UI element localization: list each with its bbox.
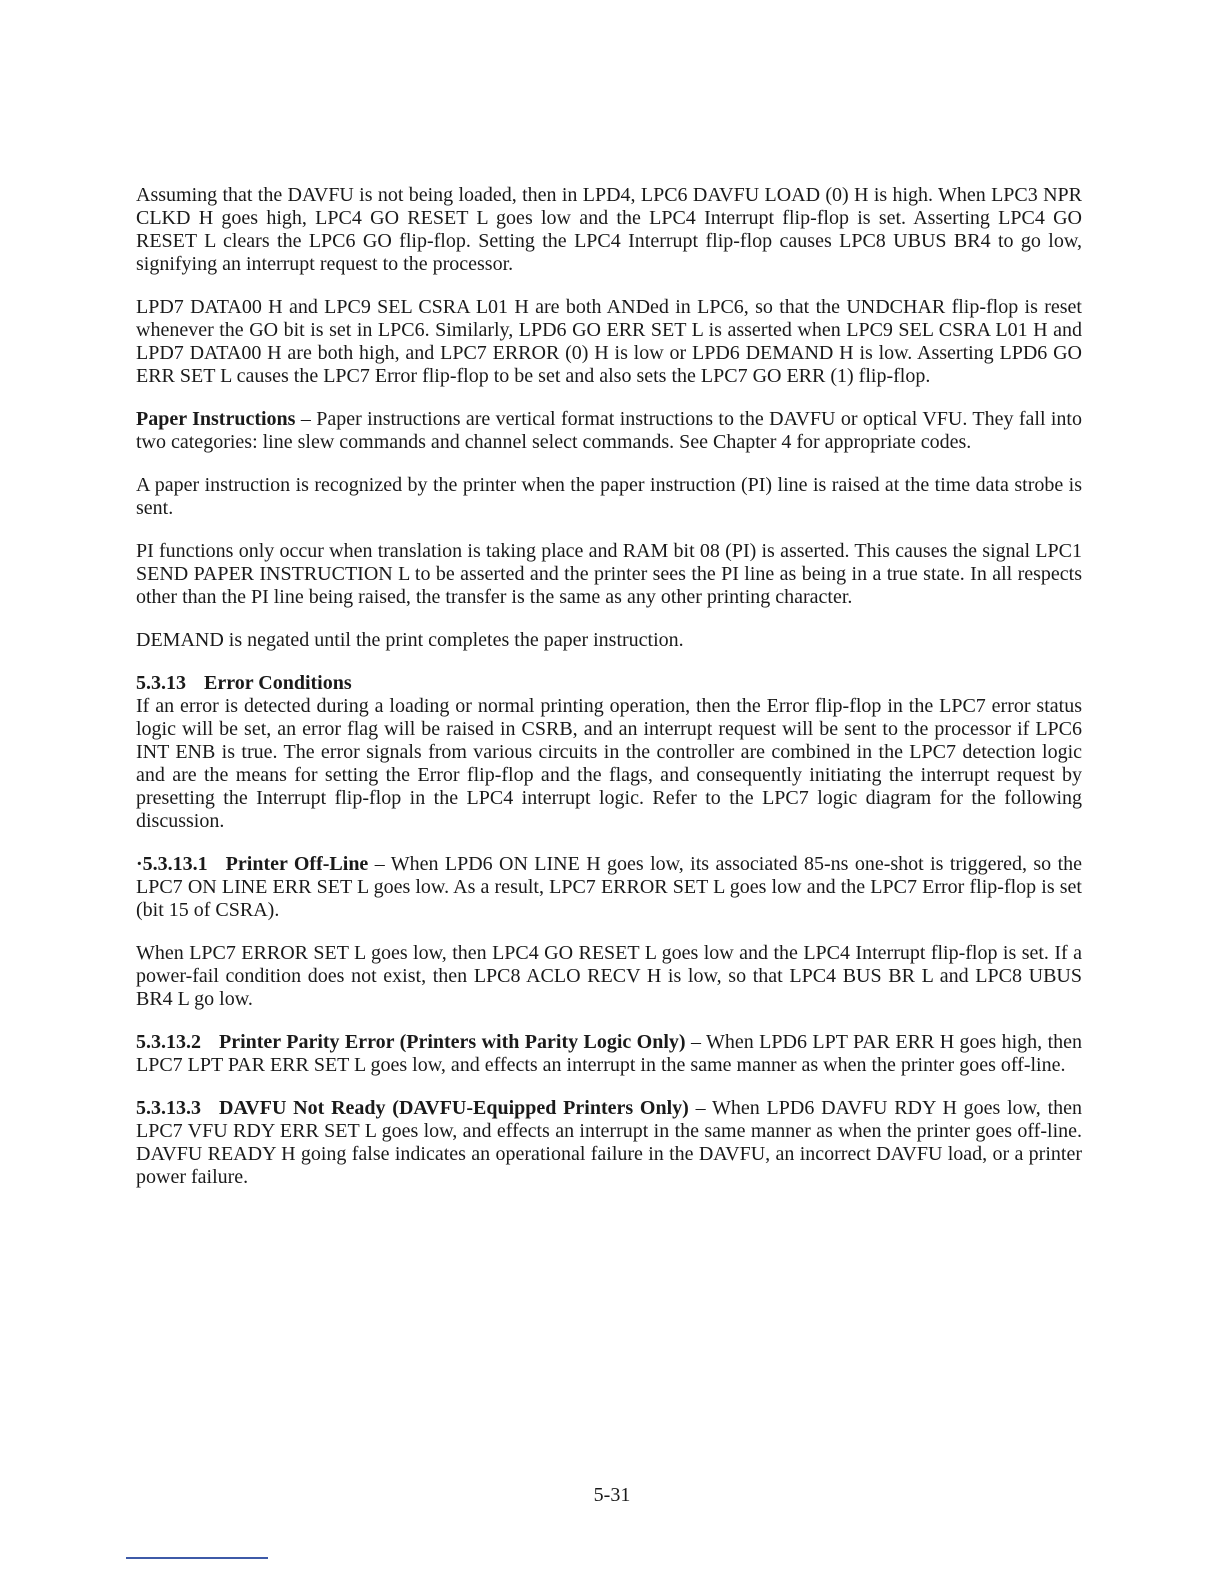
subsection-body-2: – When LPD6 LPT PAR ERR H goes high, then LPC7 LPT PAR ERR SET L goes low, and effects an interrupt in the same manner as when the printer goes off-line. [136,1031,1082,1076]
section-title: Error Conditions [204,672,352,694]
section-heading-error-conditions [136,672,1082,695]
document-page [136,184,1082,1209]
paragraph-davfu-loading: Assuming that the DAVFU is not being loaded, then in LPD4, LPC6 DAVFU LOAD (0) H is high. When LPC3 NPR CLKD H goes high, LPC4 GO RESET L goes low and the LPC4 Interrupt flip-flop is set. Asserting LPC4 GO RESET L clears the LPC6 GO flip-flop. Setting the LPC4 Interrupt flip-flop causes LPC8 UBUS BR4 to go low, signifying an interrupt request to the processor. [136,184,1082,275]
subsection-number-2: 5.3.13.2 [136,1031,201,1053]
paragraph-error-conditions: If an error is detected during a loading or normal printing operation, then the Error flip-flop in the LPC7 error status logic will be set, an error flag will be raised in CSRB, and an interrupt request will be sent to the processor if LPC6 INT ENB is true. The error signals from various circuits in the controller are combined in the LPC7 detection logic and are the means for setting the Error flip-flop and the flags, and consequently initiating the interrupt request by presetting the Interrupt flip-flop in the LPC4 interrupt logic. Refer to the LPC7 logic diagram for the following discussion. [136,695,1082,832]
run-in-heading-paper-instructions: Paper Instructions [136,408,296,430]
subsection-title-1: Printer Off-Line [225,853,369,875]
paragraph-pi-recognition: A paper instruction is recognized by the printer when the paper instruction (PI) line is raised at the time data strobe is sent. [136,474,1082,519]
paragraph-off-line-followup: When LPC7 ERROR SET L goes low, then LPC4 GO RESET L goes low and the LPC4 Interrupt flip-flop is set. If a power-fail condition does not exist, then LPC8 ACLO RECV H is low, so that LPC4 BUS BR L and LPC8 UBUS BR4 L go low. [136,942,1082,1010]
subsection-title-3: DAVFU Not Ready (DAVFU-Equipped Printers Only) [219,1097,689,1119]
paragraph-pi-functions: PI functions only occur when translation is taking place and RAM bit 08 (PI) is asserted. This causes the signal LPC1 SEND PAPER INSTRUCTION L to be asserted and the printer sees the PI line as being in a true state. In all respects other than the PI line being raised, the transfer is the same as any other printing character. [136,540,1082,608]
subsection-number-1: ·5.3.13.1 [136,853,208,875]
page-number: 5-31 [593,1484,631,1506]
subsection-body-1: – When LPD6 ON LINE H goes low, its associated 85-ns one-shot is triggered, so the LPC7 ON LINE ERR SET L goes low. As a result, LPC7 ERROR SET L goes low and the LPC7 Error flip-flop is set (bit 15 of CSRA). [136,853,1082,921]
subsection-number-3: 5.3.13.3 [136,1097,201,1119]
paragraph-paper-instructions [136,408,1082,454]
subsection-body-3: – When LPD6 DAVFU RDY H goes low, then LPC7 VFU RDY ERR SET L goes low, and effects an interrupt in the same manner as when the printer goes off-line. DAVFU READY H going false indicates an operational failure in the DAVFU, an incorrect DAVFU load, or a printer power failure. [136,1097,1083,1188]
subsection-title-2: Printer Parity Error (Printers with Parity Logic Only) [219,1031,686,1053]
section-number: 5.3.13 [136,672,186,694]
paragraph-demand: DEMAND is negated until the print completes the paper instruction. [136,629,684,651]
paper-instructions-body: – Paper instructions are vertical format instructions to the DAVFU or optical VFU. They fall into two categories: line slew commands and channel select commands. See Chapter 4 for appropriate codes. [136,408,1082,453]
scan-artifact-line [126,1557,268,1559]
paragraph-davfu-not-ready [136,1097,1082,1189]
paragraph-printer-off-line [136,853,1082,922]
paragraph-parity-error [136,1031,1082,1077]
paragraph-undchar-reset: LPD7 DATA00 H and LPC9 SEL CSRA L01 H are both ANDed in LPC6, so that the UNDCHAR flip-flop is reset whenever the GO bit is set in LPC6. Similarly, LPD6 GO ERR SET L is asserted when LPC9 SEL CSRA L01 H and LPD7 DATA00 H are both high, and LPC7 ERROR (0) H is low or LPD6 DEMAND H is low. Asserting LPD6 GO ERR SET L causes the LPC7 Error flip-flop to be set and also sets the LPC7 GO ERR (1) flip-flop. [136,296,1082,387]
